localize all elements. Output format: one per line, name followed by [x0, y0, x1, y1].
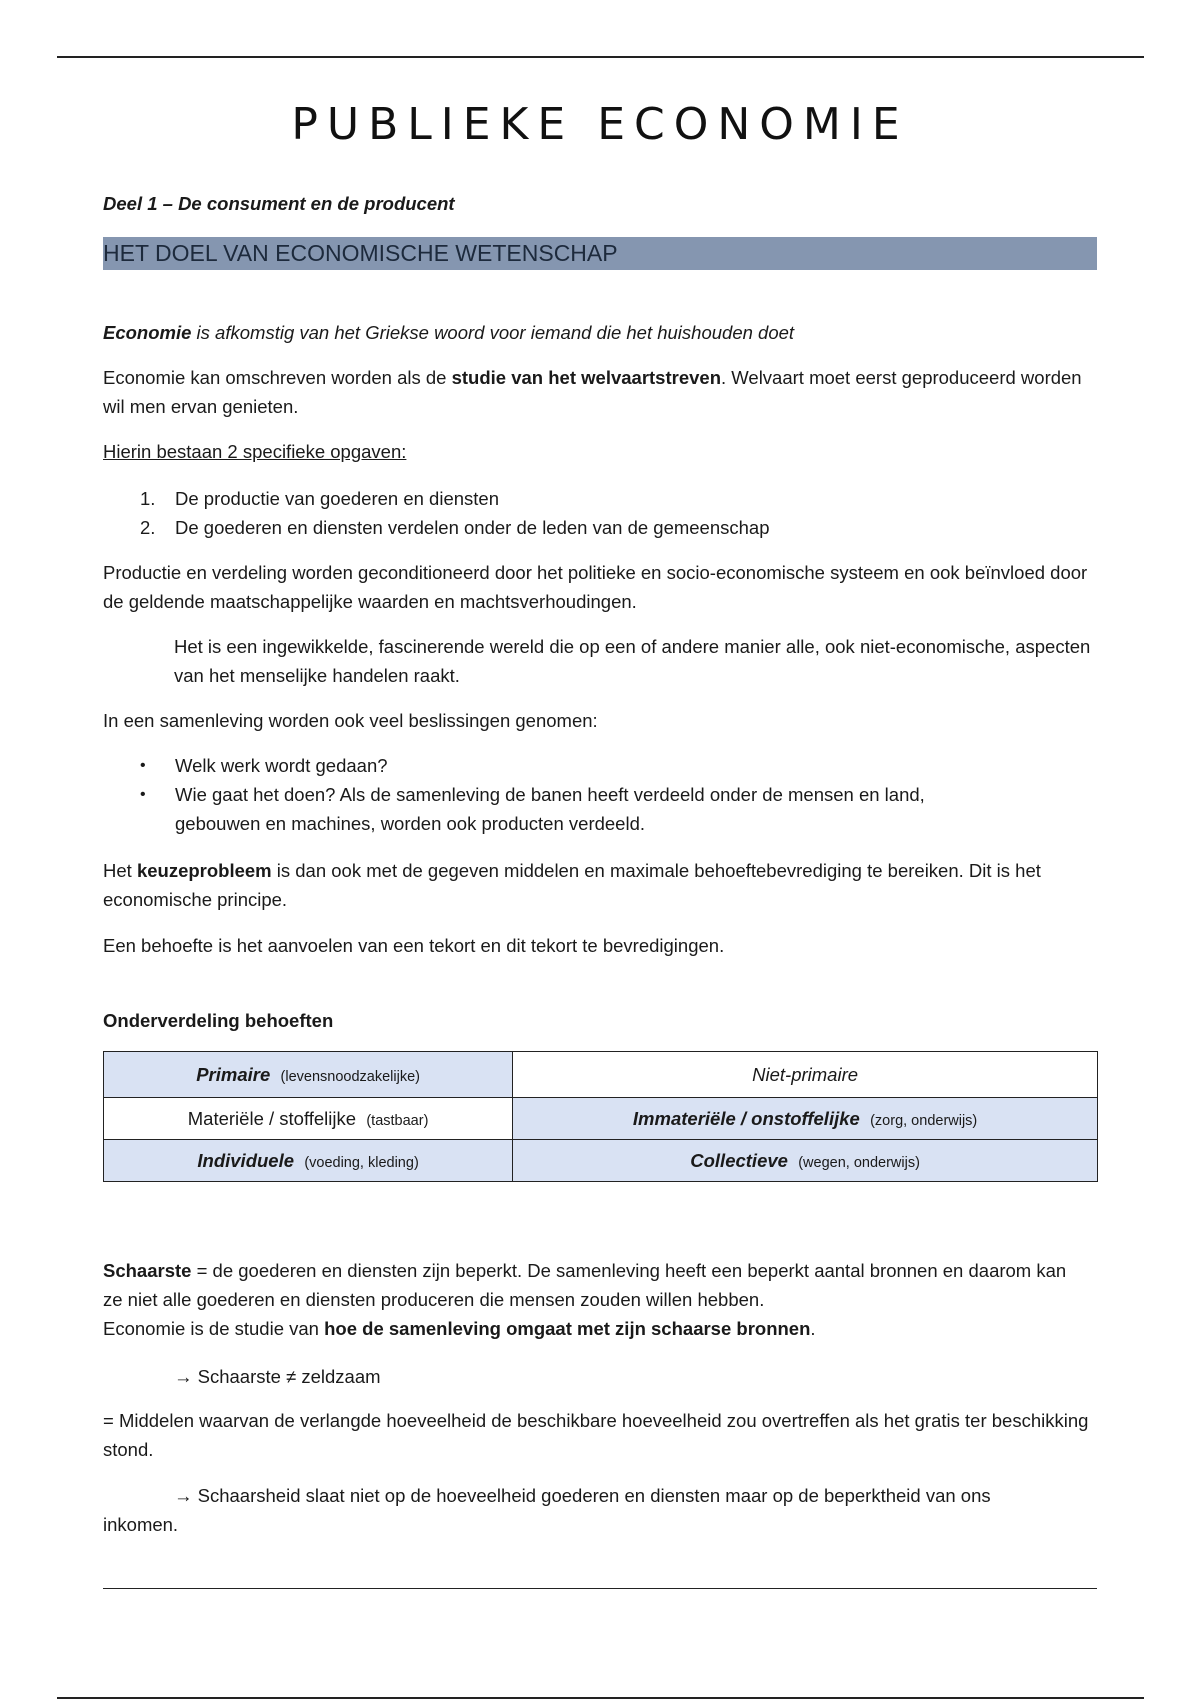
- cell-main: Primaire: [196, 1063, 271, 1085]
- need-paragraph: Een behoefte is het aanvoelen van een tekort en dit tekort te bevredigingen.: [103, 935, 725, 956]
- intro-text: is afkomstig van het Griekse woord voor iemand die het huishouden doet: [191, 322, 795, 343]
- list-item-text: De goederen en diensten verdelen onder de leden van de gemeenschap: [175, 517, 770, 538]
- cell-main: Individuele: [197, 1149, 295, 1171]
- tasks-heading: Hierin bestaan 2 specifieke opgaven:: [103, 441, 407, 462]
- part-heading: Deel 1 – De consument en de producent: [103, 193, 455, 214]
- cell-main: Niet-primaire: [752, 1063, 859, 1085]
- list-item: [103, 780, 1013, 838]
- definition-text-b: . Welvaart moet eerst geproduceerd worden wil men ervan genieten.: [103, 367, 1082, 417]
- decisions-paragraph: In een samenleving worden ook veel beslissingen genomen:: [103, 710, 598, 731]
- cell-note: (tastbaar): [366, 1112, 429, 1129]
- needs-table: [103, 1051, 1098, 1182]
- scarcity-text: = de goederen en diensten zijn beperkt. De samenleving heeft een beperkt aantal bronnen en daarom kan ze niet alle goederen en diensten produceren die mensen zouden willen hebben.: [103, 1260, 1067, 1310]
- arrow-note-continuation: inkomen.: [103, 1514, 179, 1535]
- cell-main: Materiële / stoffelijke: [187, 1107, 357, 1129]
- bottom-rule: [57, 1697, 1144, 1699]
- list-item-text: De productie van goederen en diensten: [175, 488, 499, 509]
- scarcity-line2-b: .: [810, 1318, 816, 1339]
- list-number: 2.: [140, 517, 156, 538]
- definition-paragraph: [103, 363, 1088, 421]
- indented-paragraph: Het is een ingewikkelde, fascinerende wereld die op een of andere manier alle, ook niet-economische, aspecten van het menselijke handelen raakt.: [174, 636, 1091, 686]
- scarcity-paragraph: [103, 1256, 1088, 1343]
- choice-bold: keuzeprobleem: [136, 860, 272, 881]
- list-item: [103, 484, 1100, 513]
- tasks-list: [103, 484, 1100, 542]
- list-item-text: Wie gaat het doen? Als de samenleving de banen heeft verdeeld onder de mensen en land, gebouwen en machines, worden ook producten verdeeld.: [175, 784, 925, 834]
- page-title: PUBLIEKE ECONOMIE: [291, 99, 909, 151]
- cell-note: (wegen, onderwijs): [798, 1154, 920, 1171]
- table-cell: [513, 1140, 1098, 1182]
- cell-note: (voeding, kleding): [304, 1154, 419, 1171]
- conditioned-paragraph: Productie en verdeling worden geconditioneerd door het politieke en socio-economische systeem en ook beïnvloed door de geldende maatschappelijke waarden en machtsverhoudingen.: [103, 562, 1088, 612]
- table-cell: [513, 1098, 1098, 1140]
- definition-bold: studie van het welvaartstreven: [451, 367, 721, 388]
- table-cell: [104, 1140, 513, 1182]
- choice-text-b: is dan ook met de gegeven middelen en maximale behoeftebevrediging te bereiken. Dit is het economische principe.: [103, 860, 1041, 910]
- list-item-text: Welk werk wordt gedaan?: [175, 755, 388, 776]
- arrow-note-scarcity: → Schaarste ≠ zeldzaam: [174, 1366, 381, 1387]
- table-cell: [104, 1098, 513, 1140]
- bullet: •: [140, 786, 146, 803]
- top-rule: [57, 56, 1144, 58]
- cell-note: (levensnoodzakelijke): [280, 1068, 420, 1085]
- cell-main: Collectieve: [690, 1149, 788, 1171]
- intro-paragraph: [103, 318, 1100, 347]
- table-cell: [513, 1052, 1098, 1098]
- scarcity-line2-bold: hoe de samenleving omgaat met zijn schaarse bronnen: [324, 1318, 811, 1339]
- definition-text-a: Economie kan omschreven worden als de: [103, 367, 452, 388]
- choice-text-a: Het: [103, 860, 137, 881]
- table-cell: [104, 1052, 513, 1098]
- arrow-note-income: → Schaarsheid slaat niet op de hoeveelheid goederen en diensten maar op de beperktheid van ons: [174, 1485, 991, 1506]
- scarcity-line2-a: Economie is de studie van: [103, 1318, 325, 1339]
- table-row: [104, 1098, 1098, 1140]
- footer-rule: [103, 1588, 1097, 1589]
- list-item: [103, 513, 1100, 542]
- scarcity-term: Schaarste: [103, 1260, 192, 1281]
- cell-note: (zorg, onderwijs): [870, 1112, 978, 1129]
- means-paragraph: = Middelen waarvan de verlangde hoeveelheid de beschikbare hoeveelheid zou overtreffen als het gratis ter beschikking stond.: [103, 1410, 1089, 1460]
- decisions-list: [103, 751, 1013, 838]
- bullet: •: [140, 757, 146, 774]
- list-number: 1.: [140, 488, 156, 509]
- intro-term: Economie: [103, 322, 192, 343]
- table-row: [104, 1140, 1098, 1182]
- table-heading: Onderverdeling behoeften: [103, 1010, 334, 1031]
- cell-main: Immateriële / onstoffelijke: [632, 1107, 860, 1129]
- list-item: [103, 751, 1013, 780]
- section-heading: HET DOEL VAN ECONOMISCHE WETENSCHAP: [103, 237, 1097, 270]
- choice-paragraph: [103, 856, 1093, 914]
- table-row: [104, 1052, 1098, 1098]
